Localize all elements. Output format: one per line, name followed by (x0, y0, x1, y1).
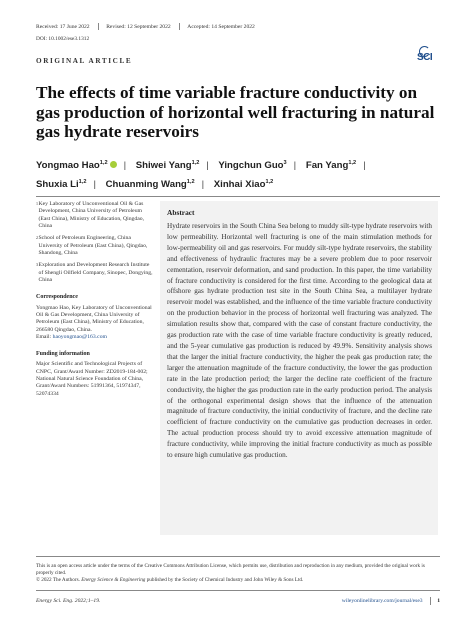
author[interactable]: Shuxia Li$^{1,2}$ (36, 179, 87, 191)
copyright-text: © 2022 The Authors. Energy Science & Engineering published by the Society of Chemical Industry and John Wiley & Sons Ltd. (36, 577, 304, 584)
doi[interactable]: DOI: 10.1002/ese3.1312 (36, 36, 90, 42)
footer-rule (36, 556, 440, 557)
article-title: The effects of time variable fracture conductivity on gas production of horizontal well fracturing in natural gas hydrate reservoirs (36, 83, 435, 142)
abstract-heading: Abstract (167, 208, 195, 217)
date-line (36, 23, 255, 30)
author[interactable]: Yingchun Guo$^3$ (218, 160, 287, 172)
divider: | (206, 160, 209, 172)
divider: | (201, 179, 205, 191)
abstract-box (160, 201, 438, 535)
divider (430, 597, 431, 605)
funding-text: Major Scientific and Technological Projects of CNPC, Grant/Award Number: ZD2019-184-002; National Natural Science Foundation of China, Grant/Award Numbers: 51991364, 51974347, 52074334 (36, 361, 148, 397)
journal-url-link[interactable]: wileyonlinelibrary.com/journal/ese3 (341, 598, 423, 604)
email-link[interactable]: haoyongmao@163.com (52, 333, 107, 340)
author-list (36, 155, 446, 193)
author[interactable]: Shiwei Yang$^{1,2}$ (135, 160, 200, 172)
author[interactable]: Chuanming Wang$^{1,2}$ (105, 179, 195, 191)
author[interactable]: Fan Yang$^{1,2}$ (305, 160, 357, 172)
footer-rule (36, 590, 440, 591)
license-text: This is an open access article under the terms of the Creative Commons Attribution License, which permits use, distribution and reproduction in any medium, provided the original work is properly cited. (36, 563, 425, 577)
section-rule (36, 196, 440, 197)
sci-logo (417, 46, 439, 64)
article-type-label: ORIGINAL ARTICLE (36, 57, 133, 65)
license-footer (36, 563, 440, 585)
sci-logo-text: SCI (417, 52, 433, 63)
citation: Energy Sci. Eng. 2022;1–19. (36, 598, 101, 604)
author[interactable]: Yongmao Hao$^{1,2}$ (36, 160, 117, 171)
funding-heading: Funding information (36, 351, 90, 358)
received-date: Received: 17 June 2022 (36, 23, 90, 30)
correspondence-text: Yongmao Hao, Key Laboratory of Unconventional Oil & Gas Development, China University of Petroleum (East China), Ministry of Education, 266580 Qingdao, China. Email: haoyongmao@163.com (36, 304, 152, 340)
divider: | (363, 160, 366, 172)
divider (179, 23, 180, 30)
left-column (36, 201, 154, 398)
divider: | (93, 179, 96, 191)
accepted-date: Accepted: 14 September 2022 (187, 23, 255, 30)
abstract-text: Hydrate reservoirs in the South China Sea belong to muddy silt-type hydrate reservoirs with low permeability. Horizontal well fracturing is one of the main stimulation methods for low-permeability oil and gas reservoirs. For muddy silt-type hydrate reservoirs, the stability and effectiveness of hydraulic fractures may be a severe problem due to poor reservoir cementation, reservoir deformation, and sand production. In this paper, the time variability of fracture conductivity is considered for the first time. According to the geological data at offshore gas hydrate production test site in the South China Sea, a multilayer hydrate reservoir model was established, and the influence of the time variable fracture conductivity on the production behavior in the process of horizontal well fracturing was analyzed. The simulation results show that, compared with the case of constant fracture conductivity, the gas production rate with the case of time variable fracture conductivity is greatly reduced, and the 5-year cumulative gas production is reduced by 49.9%. Sensitivity analysis shows that the larger the initial fracture conductivity, the higher the peak gas production rate; the larger the attenuation magnitude of the fracture conductivity, the lower the gas production rate in the late production period; the larger the decline rate coefficient of the fracture conductivity, the higher the gas production rate in the early production period. The analysis of the orthogonal experimental design shows that the influence of the attenuation magnitude of fracture conductivity, the initial conductivity of fracture, and the decline rate coefficient of fracture conductivity on the cumulative gas production decreases in order. The actual production process should try to avoid excessive attenuation magnitude of fracture conductivity, while improving the initial fracture conductivity as much as possible to ensure high cumulative gas production. (167, 222, 432, 460)
divider (98, 23, 99, 30)
revised-date: Revised: 12 September 2022 (106, 23, 171, 30)
correspondence-heading: Correspondence (36, 294, 78, 301)
orcid-icon[interactable] (110, 161, 117, 168)
page-number: 1 (437, 598, 440, 604)
author[interactable]: Xinhai Xiao$^{1,2}$ (213, 179, 274, 191)
affiliation: 1 Key Laboratory of Unconventional Oil & Gas Development, China University of Petroleum (East China), Ministry of Education, Qingdao, China (36, 201, 145, 229)
affiliation: 2 School of Petroleum Engineering, China University of Petroleum (East China), Qingdao, Shandong, China (36, 235, 148, 256)
divider: | (293, 160, 297, 172)
divider: | (123, 160, 127, 172)
affiliation: 3 Exploration and Development Research Institute of Shengli Oilfield Company, Sinopec, Dongying, China (36, 262, 153, 284)
page-footer (36, 597, 440, 605)
